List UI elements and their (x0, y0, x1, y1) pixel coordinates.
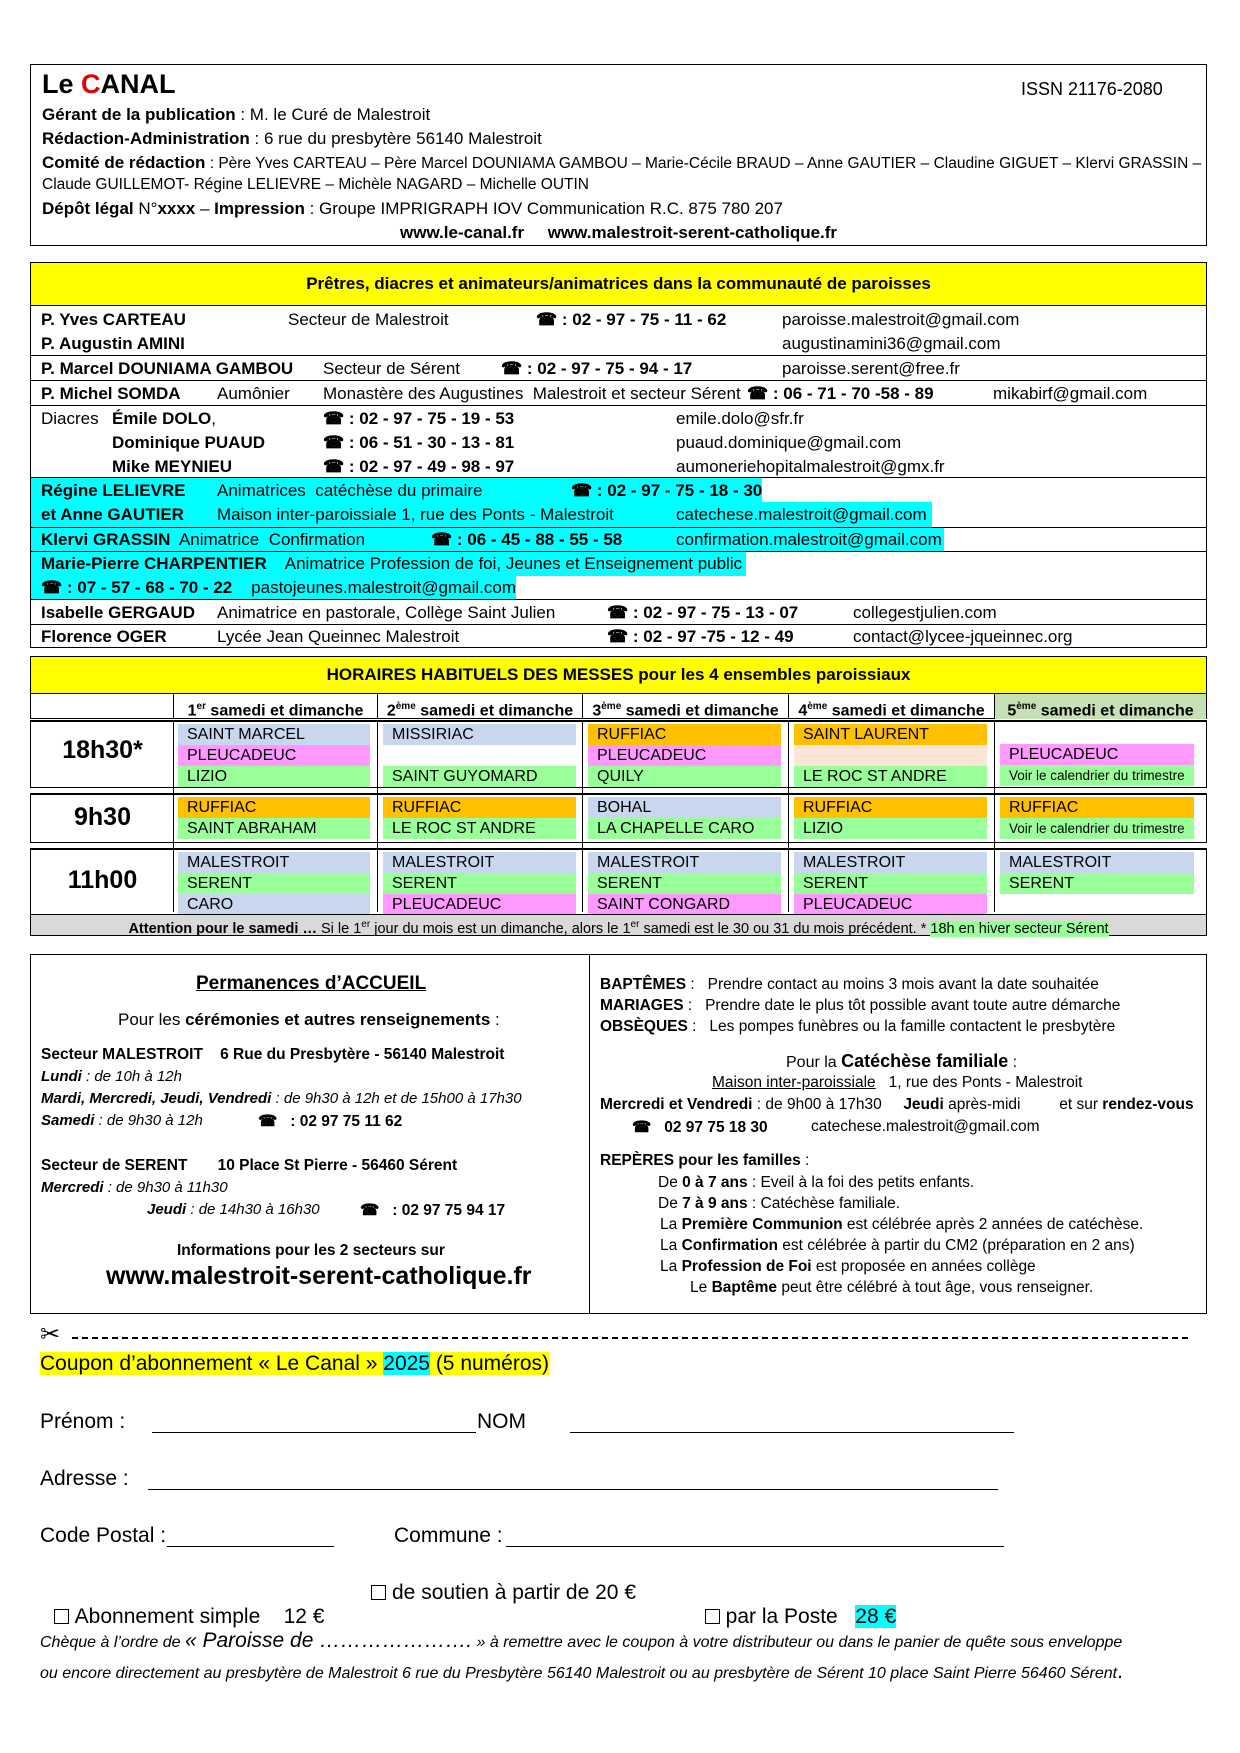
deacon-phone: ☎ : 02 - 97 - 49 - 98 - 97 (323, 457, 515, 476)
priest-sector: Monastère des Augustines Malestroit et secteur Sérent (323, 384, 741, 403)
priest-name: P. Michel SOMDA (41, 384, 181, 403)
catechese-email[interactable]: catechese.malestroit@gmail.com (811, 1118, 1040, 1135)
repere-item: La Profession de Foi est proposée en années collège (660, 1258, 1036, 1275)
col-header-4: 4ème samedi et dimanche (788, 694, 994, 719)
reperes-heading: REPÈRES pour les familles : (600, 1152, 810, 1169)
deacon-email[interactable]: puaud.dominique@gmail.com (676, 433, 902, 452)
mass-cell: LA CHAPELLE CARO (588, 818, 781, 839)
animator-role: Animatrice en pastorale, Collège Saint Julien (217, 603, 556, 622)
maison-address: Maison inter-paroissiale 1, rue des Ponts - Malestroit (712, 1074, 1083, 1091)
prenom-label: Prénom : (40, 1410, 126, 1433)
checkbox-icon[interactable] (705, 1609, 720, 1624)
col-header-3: 3ème samedi et dimanche (582, 694, 788, 719)
adresse-field[interactable] (148, 1489, 998, 1490)
bapteme-line: BAPTÊMES : Prendre contact au moins 3 mois avant la date souhaitée (600, 976, 1099, 993)
masthead-box (30, 64, 1207, 246)
mass-cell: SERENT (178, 873, 370, 894)
animator-name: Florence OGER (41, 627, 167, 646)
mass-cell: PLEUCADEUC (1000, 744, 1194, 765)
animator-phone: ☎ : 02 - 97 - 75 - 13 - 07 (607, 603, 799, 622)
mass-cell: SERENT (794, 873, 987, 894)
mass-cell: LIZIO (794, 818, 987, 839)
catechese-heading: Pour la Catéchèse familiale : (786, 1051, 1018, 1071)
mass-cell: CARO (178, 894, 370, 915)
publication-title: Le CANAL (42, 69, 176, 99)
priest-email[interactable]: paroisse.malestroit@gmail.com (782, 310, 1020, 329)
nom-field[interactable] (570, 1432, 1014, 1433)
mass-cell: MALESTROIT (383, 852, 576, 873)
priest-email[interactable]: mikabirf@gmail.com (993, 384, 1148, 403)
mass-cell: RUFFIAC (588, 724, 781, 745)
serent-hours: Mercredi : de 9h30 à 11h30 (41, 1179, 228, 1196)
diacres-label: Diacres (41, 409, 99, 428)
commune-label: Commune : (394, 1524, 503, 1547)
mass-cell-note: Voir le calendrier du trimestre (1000, 818, 1194, 839)
malestroit-hours: Mardi, Mercredi, Jeudi, Vendredi : de 9h30 à 12h et de 15h00 à 17h30 (41, 1090, 522, 1107)
animator-role: Animatrices catéchèse du primaire (217, 481, 483, 500)
animator-contact: ☎ : 07 - 57 - 68 - 70 - 22 pastojeunes.malestroit@gmail.com (41, 578, 516, 597)
animator-email[interactable]: confirmation.malestroit@gmail.com (676, 530, 942, 549)
animator-role: Lycée Jean Queinnec Malestroit (217, 627, 460, 646)
priest-name: P. Marcel DOUNIAMA GAMBOU (41, 359, 294, 378)
mass-cell: QUILY (588, 766, 781, 787)
malestroit-hours: Samedi : de 9h30 à 12h (41, 1112, 203, 1129)
cheque-instructions: Chèque à l’ordre de « Paroisse de …………………. » à remettre avec le coupon à votre distributeur ou dans le panier de quête sous enveloppe (40, 1629, 1123, 1652)
priest-name: P. Augustin AMINI (41, 334, 185, 353)
animator-role: Maison inter-paroissiale 1, rue des Ponts - Malestroit (217, 505, 614, 524)
comite-line: Comité de rédaction : Père Yves CARTEAU – Père Marcel DOUNIAMA GAMBOU – Marie-Cécile BRAUD – Anne GAUTIER – Claudine GIGUET – Klervi GRASSIN – (42, 153, 1202, 172)
commune-field[interactable] (506, 1546, 1004, 1547)
option-soutien[interactable]: de soutien à partir de 20 € (371, 1581, 636, 1605)
mass-cell: RUFFIAC (794, 797, 987, 818)
mass-cell: LE ROC ST ANDRE (383, 818, 576, 839)
priest-phone: ☎ : 06 - 71 - 70 -58 - 89 (747, 384, 934, 403)
mass-cell: MALESTROIT (588, 852, 781, 873)
priest-sector: Secteur de Sérent (323, 359, 461, 378)
code-postal-label: Code Postal : (40, 1524, 167, 1547)
priest-email[interactable]: augustinamini36@gmail.com (782, 334, 1001, 353)
mass-cell: PLEUCADEUC (588, 745, 781, 766)
priest-phone: ☎ : 02 - 97 - 75 - 94 - 17 (501, 359, 693, 378)
mass-cell: SERENT (383, 873, 576, 894)
priest-phone: ☎ : 02 - 97 - 75 - 11 - 62 (536, 310, 727, 329)
redaction-line: Rédaction-Administration : 6 rue du presbytère 56140 Malestroit (42, 129, 542, 148)
option-poste[interactable]: par la Poste 28 € (693, 1581, 896, 1629)
time-1830: 18h30* (62, 736, 143, 764)
mass-heading: HORAIRES HABITUELS DES MESSES pour les 4 ensembles paroissiaux (30, 656, 1207, 694)
priest-name: P. Yves CARTEAU (41, 310, 186, 329)
catechese-phone: ☎ 02 97 75 18 30 (632, 1119, 768, 1136)
serent-sector-heading: Secteur de SERENT 10 Place St Pierre - 56460 Sérent (41, 1157, 458, 1174)
cheque-instructions-2: ou encore directement au presbytère de Malestroit 6 rue du Presbytère 56140 Malestroit ou au presbytère de Sérent 10 place Saint Pierre 56460 Sérent. (40, 1660, 1123, 1683)
priest-role: Aumônier (217, 384, 290, 403)
mass-cell: SAINT ABRAHAM (178, 818, 370, 839)
catechese-hours: Mercredi et Vendredi : de 9h00 à 17h30 Jeudi après-midi et sur rendez-vous (600, 1096, 1194, 1113)
issn: ISSN 21176-2080 (1021, 79, 1163, 99)
animator-row: Marie-Pierre CHARPENTIER Animatrice Profession de foi, Jeunes et Enseignement public (41, 554, 743, 573)
checkbox-icon[interactable] (54, 1609, 69, 1624)
mass-cell: BOHAL (588, 797, 781, 818)
mass-cell: LE ROC ST ANDRE (794, 766, 987, 787)
repere-item: De 0 à 7 ans : Eveil à la foi des petits enfants. (658, 1174, 975, 1191)
mass-cell: PLEUCADEUC (794, 894, 987, 915)
coupon-title: Coupon d’abonnement « Le Canal » 2025 (5 numéros) (40, 1352, 550, 1375)
obseques-line: OBSÈQUES : Les pompes funèbres ou la famille contactent le presbytère (600, 1018, 1116, 1035)
mass-cell: LIZIO (178, 766, 370, 787)
animator-email[interactable]: contact@lycee-jqueinnec.org (853, 627, 1073, 646)
deacon-name: Dominique PUAUD (112, 433, 265, 452)
animator-row: Klervi GRASSIN Animatrice Confirmation (41, 530, 366, 549)
mass-cell: MALESTROIT (178, 852, 370, 873)
mass-cell: SERENT (1000, 873, 1194, 894)
clergy-heading: Prêtres, diacres et animateurs/animatrices dans la communauté de paroisses (31, 263, 1206, 306)
mass-cell: RUFFIAC (178, 797, 370, 818)
serent-phone: ☎ : 02 97 75 94 17 (360, 1202, 506, 1219)
deacon-email[interactable]: aumoneriehopitalmalestroit@gmx.fr (676, 457, 945, 476)
prenom-field[interactable] (152, 1432, 476, 1433)
comite-line-2: Claude GUILLEMOT- Régine LELIEVRE – Michèle NAGARD – Michelle OUTIN (42, 176, 590, 193)
animator-phone: ☎ : 02 - 97 -75 - 12 - 49 (607, 627, 794, 646)
malestroit-phone: ☎ : 02 97 75 11 62 (258, 1113, 403, 1130)
mass-cell: SAINT LAURENT (794, 724, 987, 745)
clergy-box (30, 262, 1207, 648)
deacon-email[interactable]: emile.dolo@sfr.fr (676, 409, 804, 428)
repere-item: La Confirmation est célébrée à partir du CM2 (préparation en 2 ans) (660, 1237, 1135, 1254)
mass-cell: PLEUCADEUC (383, 894, 576, 915)
code-postal-field[interactable] (167, 1546, 334, 1547)
mass-cell: PLEUCADEUC (178, 745, 370, 766)
mass-cell: MISSIRIAC (383, 724, 576, 745)
animator-phone: ☎ : 02 - 97 - 75 - 18 - 30 (571, 481, 763, 500)
time-0930: 9h30 (74, 803, 131, 831)
animator-name: Isabelle GERGAUD (41, 603, 195, 622)
mass-cell: MALESTROIT (1000, 852, 1194, 873)
deacon-name: Émile DOLO, (112, 409, 216, 428)
deacon-phone: ☎ : 06 - 51 - 30 - 13 - 81 (323, 433, 515, 452)
option-simple[interactable]: Abonnement simple 12 € (42, 1581, 325, 1629)
serent-hours: Jeudi : de 14h30 à 16h30 (147, 1201, 320, 1218)
deacon-phone: ☎ : 02 - 97 - 75 - 19 - 53 (323, 409, 515, 428)
mariage-line: MARIAGES : Prendre date le plus tôt possible avant toute autre démarche (600, 997, 1121, 1014)
mass-cell-note: Voir le calendrier du trimestre (1000, 765, 1194, 786)
adresse-label: Adresse : (40, 1467, 129, 1490)
scissors-icon: ✂ (40, 1321, 61, 1348)
repere-item: La Première Communion est célébrée après 2 années de catéchèse. (660, 1216, 1144, 1233)
repere-item: Le Baptême peut être célébré à tout âge, vous renseigner. (690, 1279, 1094, 1296)
accueil-subtitle: Pour les cérémonies et autres renseignements : (118, 1010, 500, 1029)
animator-name: Régine LELIEVRE (41, 481, 186, 500)
checkbox-icon[interactable] (371, 1585, 386, 1600)
col-header-5: 5ème samedi et dimanche (994, 694, 1206, 719)
animator-phone: ☎ : 06 - 45 - 88 - 55 - 58 (431, 530, 623, 549)
depot-line: Dépôt légal N°xxxx – Impression : Groupe IMPRIGRAPH IOV Communication R.C. 875 780 207 (42, 199, 783, 218)
cut-line (72, 1337, 1188, 1339)
nom-label: NOM (477, 1410, 526, 1433)
animator-email[interactable]: catechese.malestroit@gmail.com (676, 505, 927, 524)
time-1100: 11h00 (67, 866, 138, 894)
mass-cell: SAINT GUYOMARD (383, 766, 576, 787)
gerant-line: Gérant de la publication : M. le Curé de Malestroit (42, 105, 431, 124)
repere-item: De 7 à 9 ans : Catéchèse familiale. (658, 1195, 901, 1212)
malestroit-hours: Lundi : de 10h à 12h (41, 1068, 182, 1085)
mass-cell: RUFFIAC (383, 797, 576, 818)
animator-name: et Anne GAUTIER (41, 505, 184, 524)
animator-email[interactable]: collegestjulien.com (853, 603, 997, 622)
mass-cell: SERENT (588, 873, 781, 894)
mass-cell: SAINT MARCEL (178, 724, 370, 745)
deacon-name: Mike MEYNIEU (112, 457, 232, 476)
col-header-1: 1er samedi et dimanche (173, 694, 377, 719)
saturday-note: Attention pour le samedi … Si le 1er jour du mois est un dimanche, alors le 1er samedi est le 30 ou 31 du mois précédent. * 18h en hiver secteur Sérent (30, 914, 1207, 936)
mass-cell: SAINT CONGARD (588, 894, 781, 915)
accueil-title: Permanences d’ACCUEIL (196, 973, 427, 994)
priest-sector: Secteur de Malestroit (288, 310, 449, 329)
mass-cell: MALESTROIT (794, 852, 987, 873)
malestroit-sector-heading: Secteur MALESTROIT 6 Rue du Presbytère - 56140 Malestroit (41, 1046, 505, 1063)
priest-email[interactable]: paroisse.serent@free.fr (782, 359, 960, 378)
websites[interactable]: www.le-canal.fr www.malestroit-serent-catholique.fr (400, 223, 838, 242)
diocese-website[interactable]: www.malestroit-serent-catholique.fr (106, 1262, 532, 1290)
mass-cell: RUFFIAC (1000, 797, 1194, 818)
col-header-2: 2ème samedi et dimanche (377, 694, 582, 719)
info-text: Informations pour les 2 secteurs sur (177, 1242, 445, 1259)
